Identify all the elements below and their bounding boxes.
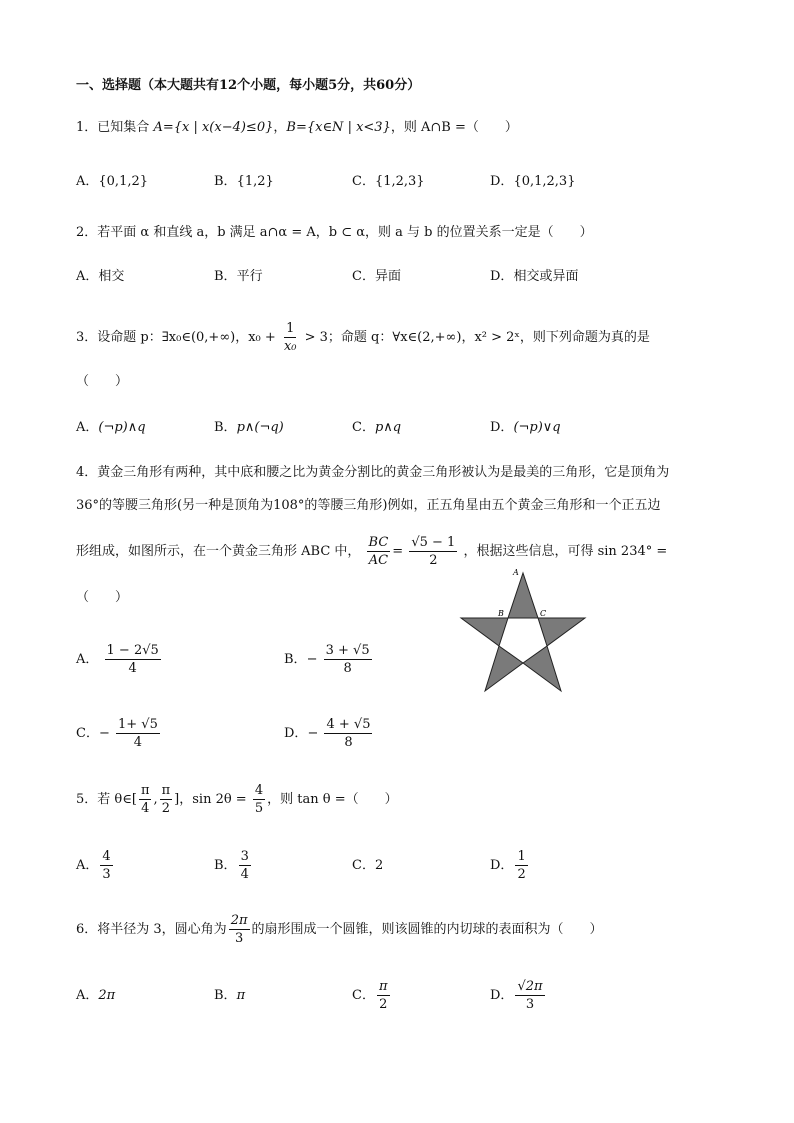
- label-a: A: [513, 568, 519, 577]
- fraction-denominator: 4: [240, 867, 249, 882]
- option-label: D．: [490, 988, 514, 1003]
- stem-text: 若平面 α 和直线 a，b 满足 a∩α = A，b ⊂ α，则 a 与 b 的位置关系一定是（ ）: [97, 225, 593, 240]
- option-label: B．: [214, 858, 237, 873]
- stem-text-end: 的扇形围成一个圆锥，则该圆锥的内切球的表面积为（ ）: [251, 922, 603, 937]
- fraction-denominator: 2: [161, 801, 171, 816]
- stem-text: 将半径为 3，圆心角为: [97, 922, 227, 937]
- stem-text-end: ，根据这些信息，可得 sin 234° =: [463, 544, 668, 559]
- option-fraction: [100, 848, 112, 883]
- option-label: C．: [352, 174, 375, 189]
- fraction: [282, 320, 299, 355]
- option-label: A．: [76, 988, 99, 1003]
- option-label: D．: [490, 420, 514, 435]
- question-number: 2．: [76, 225, 98, 240]
- q6-option-a[interactable]: [76, 976, 115, 1016]
- fraction-numerator: 2π: [230, 913, 248, 928]
- ratio-fraction: [367, 534, 391, 569]
- fraction-numerator: √5 − 1: [411, 535, 456, 550]
- stem-text-end: > 3；命题 q：∀x∈(2,+∞)，x² > 2ˣ，则下列命题为真的是: [304, 330, 650, 345]
- option-sign: −: [98, 726, 110, 741]
- q2-option-a[interactable]: [76, 267, 124, 287]
- option-text: π: [236, 988, 246, 1003]
- option-sign: −: [307, 726, 319, 741]
- stem-text: 形组成，如图所示，在一个黄金三角形 ABC 中，: [76, 544, 361, 559]
- option-text: 相交: [98, 269, 125, 284]
- question-3-paren: （ ）: [76, 374, 129, 389]
- option-fraction: [239, 848, 251, 883]
- q1-option-b[interactable]: [214, 172, 274, 192]
- option-text: p∧q: [374, 420, 402, 435]
- q6-option-d[interactable]: [490, 976, 547, 1016]
- q5-option-a[interactable]: [76, 846, 115, 886]
- option-label: A．: [76, 269, 99, 284]
- q5-option-c[interactable]: [352, 846, 383, 886]
- question-number: 3．: [76, 330, 98, 345]
- question-4-paren: （ ）: [76, 590, 129, 605]
- stem-text: 若 θ∈[: [97, 792, 137, 807]
- option-text: 相交或异面: [513, 269, 579, 284]
- stem-text-end: ，则 A∩B =（ ）: [390, 120, 518, 135]
- fraction-numerator: 1: [286, 321, 295, 336]
- option-label: C．: [352, 420, 375, 435]
- question-4-line-2: 36°的等腰三角形(另一种是顶角为108°的等腰三角形)例如，正五角星由五个黄金三角形和一个正五边: [76, 498, 661, 513]
- option-text: 2: [374, 858, 384, 873]
- fraction-numerator: π: [140, 783, 150, 798]
- q1-option-a[interactable]: [76, 172, 148, 192]
- equals-sign: =: [392, 544, 404, 559]
- q4-option-a[interactable]: [76, 640, 163, 680]
- option-fraction: [515, 848, 527, 883]
- fraction-numerator: 4 + √5: [326, 717, 371, 732]
- fraction-numerator: 4: [254, 783, 264, 798]
- option-text: p∧(¬q): [236, 420, 284, 435]
- q1-option-d[interactable]: [490, 172, 575, 192]
- option-label: C．: [352, 269, 375, 284]
- stem-text: 设命题 p：∃x₀∈(0,+∞)，x₀ +: [97, 330, 276, 345]
- pentagram-figure: [458, 566, 588, 696]
- stem-text: 黄金三角形有两种，其中底和腰之比为黄金分割比的黄金三角形被认为是最美的三角形，它是顶角为: [97, 465, 670, 480]
- fraction-denominator: 2: [429, 553, 438, 568]
- fraction-denominator: AC: [368, 553, 389, 568]
- option-label: D．: [284, 726, 308, 741]
- fraction-denominator: 2: [517, 867, 526, 882]
- fraction-numerator: √2π: [517, 979, 543, 994]
- option-label: B．: [214, 420, 237, 435]
- option-text: {1,2,3}: [374, 174, 425, 189]
- option-label: D．: [490, 858, 514, 873]
- question-number: 1．: [76, 120, 98, 135]
- fraction-denominator: 8: [344, 735, 353, 750]
- fraction-numerator: BC: [368, 535, 389, 550]
- option-text: {0,1,2}: [98, 174, 149, 189]
- option-fraction: [377, 978, 390, 1013]
- option-fraction: [116, 716, 160, 751]
- fraction-denominator: 4: [128, 661, 137, 676]
- q6-option-b[interactable]: [214, 976, 245, 1016]
- fraction-numerator: π: [161, 783, 171, 798]
- option-label: C．: [352, 858, 375, 873]
- stem-text-end: ，则 tan θ =（ ）: [267, 792, 398, 807]
- option-text: (¬p)∧q: [98, 420, 146, 435]
- fraction-numerator: 3 + √5: [325, 643, 370, 658]
- set-b: B={x∈N | x<3}: [286, 120, 391, 135]
- option-label: D．: [490, 174, 514, 189]
- fraction-denominator: x₀: [283, 339, 297, 354]
- q5-option-d[interactable]: [490, 846, 530, 886]
- fraction-denominator: 3: [525, 997, 535, 1012]
- q3-option-d[interactable]: [490, 418, 561, 438]
- stem-text: 已知集合: [97, 120, 150, 135]
- fraction-numerator: 1: [517, 849, 526, 864]
- stem-text-mid: ]，sin 2θ =: [174, 792, 247, 807]
- fraction-pi-2: [160, 782, 173, 817]
- fraction-denominator: 4: [133, 735, 143, 750]
- option-text: 平行: [236, 269, 263, 284]
- comma: ,: [153, 792, 158, 807]
- q2-option-d[interactable]: [490, 267, 578, 287]
- q1-option-c[interactable]: [352, 172, 425, 192]
- option-label: A．: [76, 174, 99, 189]
- option-sign: −: [306, 652, 318, 667]
- question-6-stem: [76, 910, 603, 950]
- option-label: C．: [352, 988, 375, 1003]
- q4-option-d[interactable]: [284, 714, 374, 754]
- option-fraction: [324, 716, 372, 751]
- fraction-denominator: 2: [379, 997, 388, 1012]
- option-label: A．: [76, 858, 99, 873]
- option-label: A．: [76, 420, 99, 435]
- fraction-numerator: 1+ √5: [118, 717, 158, 732]
- golden-fraction: [409, 534, 457, 569]
- q2-option-b[interactable]: [214, 267, 263, 287]
- q5-option-b[interactable]: [214, 846, 253, 886]
- option-text: 2π: [98, 988, 116, 1003]
- fraction-4-5: [253, 782, 265, 817]
- question-number: 4．: [76, 465, 98, 480]
- option-text: {1,2}: [236, 174, 274, 189]
- fraction-numerator: π: [378, 979, 388, 994]
- fraction-denominator: 3: [234, 931, 244, 946]
- option-label: B．: [284, 652, 307, 667]
- option-label: B．: [214, 988, 237, 1003]
- fraction-denominator: 4: [141, 801, 150, 816]
- option-fraction: [105, 642, 161, 677]
- question-number: 5．: [76, 792, 98, 807]
- option-label: D．: [490, 269, 514, 284]
- q4-option-b[interactable]: [284, 640, 374, 680]
- option-label: B．: [214, 269, 237, 284]
- option-text: 异面: [374, 269, 401, 284]
- option-text: (¬p)∨q: [513, 420, 561, 435]
- option-fraction: [324, 642, 372, 677]
- fraction-numerator: 3: [240, 849, 249, 864]
- q4-option-c[interactable]: [76, 714, 162, 754]
- fraction-denominator: 5: [254, 801, 264, 816]
- q3-option-b[interactable]: [214, 418, 284, 438]
- question-1-stem: [76, 118, 518, 138]
- question-5-stem: [76, 780, 398, 820]
- q3-option-c[interactable]: [352, 418, 401, 438]
- option-fraction: [515, 978, 544, 1013]
- label-b: B: [498, 609, 504, 618]
- fraction-denominator: 8: [343, 661, 352, 676]
- question-number: 6．: [76, 922, 98, 937]
- section-title: 一、选择题（本大题共有12个小题，每小题5分，共60分）: [76, 78, 421, 93]
- set-a: A={x | x(x−4)≤0}: [153, 120, 274, 135]
- question-4-line-1: [76, 463, 669, 483]
- fraction-2pi-3: [229, 912, 250, 947]
- q6-option-c[interactable]: [352, 976, 392, 1016]
- separator: ，: [273, 120, 287, 135]
- fraction-numerator: 1 − 2√5: [106, 643, 159, 658]
- question-3-stem: [76, 320, 650, 356]
- option-label: B．: [214, 174, 237, 189]
- q2-option-c[interactable]: [352, 267, 401, 287]
- option-text: {0,1,2,3}: [513, 174, 576, 189]
- fraction-numerator: 4: [102, 849, 111, 864]
- q3-option-a[interactable]: [76, 418, 146, 438]
- label-c: C: [540, 609, 547, 618]
- question-2-stem: [76, 223, 593, 243]
- option-label: C．: [76, 726, 99, 741]
- option-label: A．: [76, 652, 99, 667]
- fraction-pi-4: [139, 782, 152, 817]
- fraction-denominator: 3: [102, 867, 111, 882]
